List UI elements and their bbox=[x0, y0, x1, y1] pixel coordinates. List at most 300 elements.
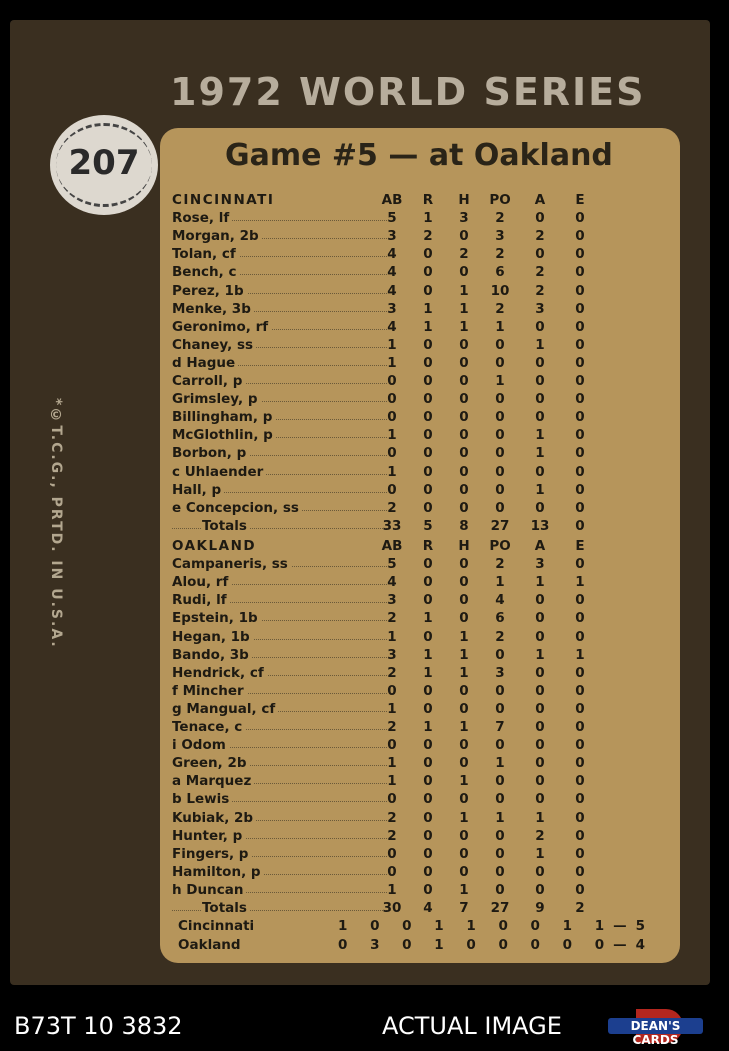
stat-cell: 1 bbox=[387, 427, 397, 444]
stat-cell: 3 bbox=[459, 210, 469, 227]
stat-cell: 3 bbox=[387, 646, 397, 663]
stat-cell: 0 bbox=[459, 556, 469, 573]
stat-cell: 0 bbox=[423, 755, 433, 772]
stat-cell: 1 bbox=[495, 373, 505, 389]
stat-cell: 0 bbox=[535, 246, 545, 263]
stat-cell: 2 bbox=[387, 664, 397, 681]
stat-cell: 0 bbox=[459, 264, 469, 281]
linescore-team: Oakland bbox=[178, 937, 241, 953]
stat-cell: 0 bbox=[575, 791, 585, 808]
stat-cell: 0 bbox=[535, 373, 545, 389]
stat-cell: 0 bbox=[423, 354, 433, 371]
stat-cell: 0 bbox=[535, 463, 545, 480]
player-row bbox=[172, 246, 612, 264]
player-row bbox=[172, 301, 612, 319]
stat-cell: 3 bbox=[495, 664, 505, 681]
stat-cell: 0 bbox=[575, 336, 585, 353]
stat-cell: 3 bbox=[535, 556, 545, 573]
stat-cell: 0 bbox=[495, 881, 505, 898]
stat-cell: 3 bbox=[387, 300, 397, 317]
player-row bbox=[172, 283, 612, 301]
player-row bbox=[172, 556, 612, 574]
stat-cell: 4 bbox=[387, 282, 397, 299]
player-name: Geronimo, rf bbox=[172, 319, 271, 335]
player-name: Totals bbox=[202, 900, 250, 916]
stat-cell: 2 bbox=[495, 556, 505, 573]
stat-cell: 0 bbox=[495, 791, 505, 808]
team-header bbox=[172, 538, 612, 556]
stat-cell: 0 bbox=[423, 409, 433, 426]
stat-cell: 0 bbox=[495, 773, 505, 790]
stat-cell: 1 bbox=[387, 755, 397, 772]
stat-cell: 0 bbox=[459, 610, 469, 627]
stat-cell: 0 bbox=[423, 592, 433, 609]
stat-cell: 1 bbox=[459, 646, 469, 663]
stat-cell: 0 bbox=[459, 354, 469, 371]
player-row bbox=[172, 464, 612, 482]
stat-cell: 0 bbox=[535, 592, 545, 609]
stat-cell: 0 bbox=[575, 391, 585, 408]
linescore-score: 1 0 0 1 1 0 0 1 1—5 bbox=[338, 918, 655, 934]
player-row bbox=[172, 574, 612, 592]
stat-cell: 1 bbox=[387, 773, 397, 790]
column-header: H bbox=[458, 538, 470, 554]
stat-cell: 7 bbox=[495, 719, 505, 735]
series-title: 1972 WORLD SERIES bbox=[170, 70, 646, 114]
player-row bbox=[172, 373, 612, 391]
player-name: Rudi, lf bbox=[172, 592, 230, 608]
player-name: Grimsley, p bbox=[172, 391, 261, 407]
player-name: Rose, lf bbox=[172, 210, 232, 226]
player-row bbox=[172, 409, 612, 427]
column-header: AB bbox=[381, 192, 403, 208]
stat-cell: 1 bbox=[495, 755, 505, 772]
stat-cell: 1 bbox=[535, 481, 545, 498]
player-row bbox=[172, 683, 612, 701]
stat-cell: 1 bbox=[423, 610, 433, 627]
totals-row bbox=[172, 900, 612, 918]
stat-cell: 5 bbox=[423, 517, 433, 534]
stat-cell: 2 bbox=[535, 827, 545, 844]
stat-cell: 4 bbox=[387, 246, 397, 263]
stat-cell: 0 bbox=[459, 481, 469, 498]
stat-cell: 0 bbox=[459, 592, 469, 609]
player-name: Fingers, p bbox=[172, 846, 251, 862]
stat-cell: 1 bbox=[535, 445, 545, 462]
stat-cell: 1 bbox=[387, 700, 397, 717]
stat-cell: 1 bbox=[459, 300, 469, 317]
stat-cell: 0 bbox=[535, 409, 545, 426]
stat-cell: 0 bbox=[423, 391, 433, 408]
stat-cell: 0 bbox=[423, 682, 433, 699]
stat-cell: 0 bbox=[423, 481, 433, 498]
stat-cell: 2 bbox=[495, 246, 505, 263]
player-row bbox=[172, 719, 612, 737]
stat-cell: 0 bbox=[575, 755, 585, 772]
stat-cell: 1 bbox=[459, 664, 469, 681]
stat-cell: 1 bbox=[459, 628, 469, 645]
player-name: Hendrick, cf bbox=[172, 665, 267, 681]
stat-cell: 0 bbox=[423, 574, 433, 591]
stat-cell: 0 bbox=[387, 791, 397, 808]
stat-cell: 1 bbox=[387, 336, 397, 353]
stat-cell: 1 bbox=[535, 809, 545, 826]
player-row bbox=[172, 629, 612, 647]
player-row bbox=[172, 319, 612, 337]
stat-cell: 1 bbox=[423, 210, 433, 227]
stat-cell: 0 bbox=[495, 700, 505, 717]
player-name: d Hague bbox=[172, 355, 238, 371]
stat-cell: 0 bbox=[495, 737, 505, 754]
stat-cell: 0 bbox=[459, 791, 469, 808]
stat-cell: 0 bbox=[575, 845, 585, 862]
stat-cell: 0 bbox=[495, 336, 505, 353]
stat-cell: 0 bbox=[535, 628, 545, 645]
stat-cell: 0 bbox=[459, 845, 469, 862]
stat-cell: 0 bbox=[423, 282, 433, 299]
stat-cell: 4 bbox=[387, 318, 397, 335]
stat-cell: 0 bbox=[575, 809, 585, 826]
stat-cell: 0 bbox=[423, 845, 433, 862]
player-row bbox=[172, 355, 612, 373]
stat-cell: 3 bbox=[495, 228, 505, 245]
stat-cell: 0 bbox=[459, 463, 469, 480]
player-row bbox=[172, 500, 612, 518]
player-row bbox=[172, 210, 612, 228]
stat-cell: 0 bbox=[575, 499, 585, 516]
stat-cell: 0 bbox=[575, 427, 585, 444]
stat-cell: 1 bbox=[387, 463, 397, 480]
stat-cell: 0 bbox=[535, 773, 545, 790]
stat-cell: 1 bbox=[387, 354, 397, 371]
stat-cell: 0 bbox=[495, 391, 505, 408]
stat-cell: 0 bbox=[575, 481, 585, 498]
player-name: Totals bbox=[202, 518, 250, 534]
stat-cell: 0 bbox=[575, 664, 585, 681]
stat-cell: 0 bbox=[423, 336, 433, 353]
stat-cell: 0 bbox=[423, 737, 433, 754]
stat-cell: 1 bbox=[387, 881, 397, 898]
player-row bbox=[172, 737, 612, 755]
player-row bbox=[172, 791, 612, 809]
stat-cell: 0 bbox=[575, 318, 585, 335]
stat-cell: 0 bbox=[495, 354, 505, 371]
stat-cell: 6 bbox=[495, 610, 505, 627]
stat-cell: 0 bbox=[459, 499, 469, 516]
player-row bbox=[172, 773, 612, 791]
stat-cell: 1 bbox=[495, 574, 505, 591]
player-row bbox=[172, 264, 612, 282]
stat-cell: 0 bbox=[387, 845, 397, 862]
stat-cell: 0 bbox=[535, 682, 545, 699]
card-number: 207 bbox=[68, 143, 140, 183]
player-name: Carroll, p bbox=[172, 373, 245, 389]
logo-text: DEAN'S CARDS bbox=[630, 1019, 681, 1047]
stat-cell: 1 bbox=[575, 574, 585, 591]
stat-cell: 2 bbox=[387, 827, 397, 844]
stat-cell: 13 bbox=[530, 517, 550, 534]
stat-cell: 1 bbox=[423, 646, 433, 663]
stat-cell: 0 bbox=[575, 863, 585, 880]
stat-cell: 8 bbox=[459, 517, 469, 534]
stat-cell: 0 bbox=[423, 809, 433, 826]
stat-cell: 30 bbox=[382, 900, 402, 916]
player-name: Alou, rf bbox=[172, 574, 231, 590]
stat-cell: 0 bbox=[423, 773, 433, 790]
stat-cell: 0 bbox=[575, 682, 585, 699]
player-name: Hunter, p bbox=[172, 828, 245, 844]
player-name: Bench, c bbox=[172, 264, 240, 280]
player-name: Borbon, p bbox=[172, 445, 249, 461]
stat-cell: 0 bbox=[495, 463, 505, 480]
stat-cell: 0 bbox=[535, 499, 545, 516]
stat-cell: 0 bbox=[387, 409, 397, 426]
player-name: Green, 2b bbox=[172, 755, 250, 771]
player-name: i Odom bbox=[172, 737, 229, 753]
stat-cell: 0 bbox=[575, 881, 585, 898]
stat-cell: 0 bbox=[575, 445, 585, 462]
stat-cell: 0 bbox=[423, 373, 433, 389]
stat-cell: 33 bbox=[382, 517, 402, 534]
stat-cell: 0 bbox=[495, 646, 505, 663]
stat-cell: 0 bbox=[535, 391, 545, 408]
stat-cell: 0 bbox=[575, 719, 585, 735]
player-name: Epstein, 1b bbox=[172, 610, 261, 626]
stat-cell: 0 bbox=[535, 719, 545, 735]
stat-cell: 1 bbox=[535, 845, 545, 862]
linescore-score: 0 3 0 1 0 0 0 0 0—4 bbox=[338, 937, 655, 953]
player-row bbox=[172, 828, 612, 846]
stat-cell: 0 bbox=[575, 773, 585, 790]
totals-row bbox=[172, 518, 612, 536]
column-header: AB bbox=[381, 538, 403, 554]
player-name: Kubiak, 2b bbox=[172, 810, 256, 826]
player-name: Hamilton, p bbox=[172, 864, 264, 880]
stat-cell: 0 bbox=[495, 445, 505, 462]
stat-cell: 27 bbox=[490, 900, 510, 916]
stat-cell: 1 bbox=[535, 574, 545, 591]
stat-cell: 1 bbox=[459, 719, 469, 735]
stat-cell: 1 bbox=[459, 773, 469, 790]
stat-cell: 0 bbox=[575, 737, 585, 754]
stat-cell: 0 bbox=[423, 499, 433, 516]
stat-cell: 2 bbox=[387, 719, 397, 735]
stat-cell: 0 bbox=[459, 391, 469, 408]
stat-cell: 0 bbox=[459, 427, 469, 444]
stat-cell: 1 bbox=[423, 318, 433, 335]
stat-cell: 10 bbox=[490, 282, 510, 299]
deans-cards-logo bbox=[608, 1005, 703, 1047]
player-name: Perez, 1b bbox=[172, 283, 247, 299]
column-header: A bbox=[534, 192, 546, 208]
stat-cell: 1 bbox=[535, 336, 545, 353]
stat-cell: 0 bbox=[535, 664, 545, 681]
stat-cell: 2 bbox=[575, 900, 585, 916]
team-header bbox=[172, 192, 612, 210]
team-name: CINCINNATI bbox=[172, 192, 277, 208]
stat-cell: 0 bbox=[387, 481, 397, 498]
stat-cell: 2 bbox=[535, 264, 545, 281]
stat-cell: 9 bbox=[535, 900, 545, 916]
stat-cell: 0 bbox=[535, 700, 545, 717]
stat-cell: 0 bbox=[387, 391, 397, 408]
stat-cell: 0 bbox=[459, 682, 469, 699]
player-name: c Uhlaender bbox=[172, 464, 266, 480]
player-name: Billingham, p bbox=[172, 409, 275, 425]
card-id: B73T 10 3832 bbox=[14, 1012, 183, 1040]
stat-cell: 6 bbox=[495, 264, 505, 281]
player-row bbox=[172, 337, 612, 355]
stat-cell: 0 bbox=[495, 427, 505, 444]
stat-cell: 0 bbox=[575, 264, 585, 281]
stat-cell: 0 bbox=[459, 574, 469, 591]
player-name: Tolan, cf bbox=[172, 246, 239, 262]
player-name: Campaneris, ss bbox=[172, 556, 291, 572]
stat-cell: 0 bbox=[535, 610, 545, 627]
player-name: Hegan, 1b bbox=[172, 629, 253, 645]
stat-cell: 0 bbox=[495, 409, 505, 426]
stat-cell: 1 bbox=[459, 318, 469, 335]
column-header: E bbox=[575, 192, 585, 208]
player-row bbox=[172, 391, 612, 409]
stat-cell: 0 bbox=[495, 499, 505, 516]
stat-cell: 0 bbox=[495, 863, 505, 880]
stat-cell: 1 bbox=[495, 318, 505, 335]
stat-cell: 0 bbox=[575, 210, 585, 227]
player-row bbox=[172, 665, 612, 683]
stat-cell: 7 bbox=[459, 900, 469, 916]
stat-cell: 1 bbox=[459, 809, 469, 826]
stat-cell: 0 bbox=[575, 610, 585, 627]
stat-cell: 0 bbox=[459, 863, 469, 880]
player-name: Menke, 3b bbox=[172, 301, 254, 317]
player-name: Chaney, ss bbox=[172, 337, 256, 353]
stat-cell: 0 bbox=[575, 246, 585, 263]
stat-cell: 1 bbox=[459, 881, 469, 898]
column-header: R bbox=[422, 538, 434, 554]
stat-cell: 0 bbox=[575, 463, 585, 480]
stat-cell: 0 bbox=[387, 737, 397, 754]
player-row bbox=[172, 482, 612, 500]
stat-cell: 3 bbox=[387, 592, 397, 609]
stat-cell: 2 bbox=[423, 228, 433, 245]
stat-cell: 5 bbox=[387, 556, 397, 573]
stat-cell: 2 bbox=[387, 809, 397, 826]
linescore-team: Cincinnati bbox=[178, 918, 255, 934]
stat-cell: 0 bbox=[423, 863, 433, 880]
stat-cell: 0 bbox=[387, 682, 397, 699]
player-name: e Concepcion, ss bbox=[172, 500, 302, 516]
stat-cell: 0 bbox=[423, 427, 433, 444]
stat-cell: 0 bbox=[459, 755, 469, 772]
player-row bbox=[172, 864, 612, 882]
stat-cell: 1 bbox=[423, 719, 433, 735]
column-header: E bbox=[575, 538, 585, 554]
stat-cell: 0 bbox=[459, 700, 469, 717]
stat-cell: 0 bbox=[575, 556, 585, 573]
stat-cell: 0 bbox=[575, 517, 585, 534]
stat-cell: 0 bbox=[423, 556, 433, 573]
player-row bbox=[172, 592, 612, 610]
stat-cell: 0 bbox=[575, 700, 585, 717]
player-row bbox=[172, 882, 612, 900]
stat-cell: 2 bbox=[495, 300, 505, 317]
column-header: PO bbox=[489, 192, 511, 208]
stat-cell: 2 bbox=[535, 228, 545, 245]
player-name: Morgan, 2b bbox=[172, 228, 262, 244]
player-name: f Mincher bbox=[172, 683, 247, 699]
actual-image-label: ACTUAL IMAGE bbox=[382, 1012, 562, 1040]
player-name: h Duncan bbox=[172, 882, 246, 898]
player-name: Bando, 3b bbox=[172, 647, 252, 663]
player-row bbox=[172, 846, 612, 864]
stat-cell: 1 bbox=[575, 646, 585, 663]
stat-cell: 0 bbox=[575, 300, 585, 317]
stat-cell: 0 bbox=[495, 682, 505, 699]
stat-cell: 1 bbox=[423, 664, 433, 681]
stat-cell: 1 bbox=[387, 628, 397, 645]
stat-cell: 0 bbox=[387, 445, 397, 462]
stat-cell: 0 bbox=[535, 737, 545, 754]
stat-cell: 0 bbox=[535, 318, 545, 335]
stat-cell: 1 bbox=[495, 809, 505, 826]
stat-cell: 0 bbox=[575, 282, 585, 299]
stat-cell: 4 bbox=[423, 900, 433, 916]
stat-cell: 0 bbox=[423, 628, 433, 645]
player-row bbox=[172, 610, 612, 628]
stat-cell: 0 bbox=[387, 373, 397, 389]
stat-cell: 2 bbox=[495, 628, 505, 645]
stat-cell: 2 bbox=[387, 499, 397, 516]
stat-cell: 0 bbox=[535, 210, 545, 227]
stat-cell: 4 bbox=[387, 264, 397, 281]
stat-cell: 0 bbox=[575, 228, 585, 245]
player-row bbox=[172, 228, 612, 246]
stat-cell: 0 bbox=[387, 863, 397, 880]
stat-cell: 0 bbox=[459, 336, 469, 353]
column-header: R bbox=[422, 192, 434, 208]
stat-cell: 0 bbox=[575, 409, 585, 426]
stat-cell: 0 bbox=[423, 881, 433, 898]
stat-cell: 0 bbox=[535, 354, 545, 371]
stat-cell: 1 bbox=[423, 300, 433, 317]
player-name: b Lewis bbox=[172, 791, 232, 807]
stat-cell: 2 bbox=[387, 610, 397, 627]
player-row bbox=[172, 647, 612, 665]
stat-cell: 0 bbox=[575, 827, 585, 844]
stat-cell: 0 bbox=[423, 827, 433, 844]
stat-cell: 0 bbox=[459, 737, 469, 754]
player-row bbox=[172, 445, 612, 463]
column-header: H bbox=[458, 192, 470, 208]
stat-cell: 0 bbox=[535, 881, 545, 898]
stat-cell: 1 bbox=[535, 427, 545, 444]
stat-cell: 0 bbox=[575, 373, 585, 389]
stat-cell: 2 bbox=[495, 210, 505, 227]
stat-cell: 0 bbox=[495, 845, 505, 862]
player-name: g Mangual, cf bbox=[172, 701, 278, 717]
stat-cell: 1 bbox=[535, 646, 545, 663]
stat-cell: 4 bbox=[387, 574, 397, 591]
player-name: a Marquez bbox=[172, 773, 254, 789]
stat-cell: 27 bbox=[490, 517, 510, 534]
stat-cell: 5 bbox=[387, 210, 397, 227]
player-row bbox=[172, 427, 612, 445]
stat-cell: 0 bbox=[575, 592, 585, 609]
player-name: Tenace, c bbox=[172, 719, 245, 735]
stat-cell: 1 bbox=[459, 282, 469, 299]
stat-cell: 0 bbox=[575, 354, 585, 371]
